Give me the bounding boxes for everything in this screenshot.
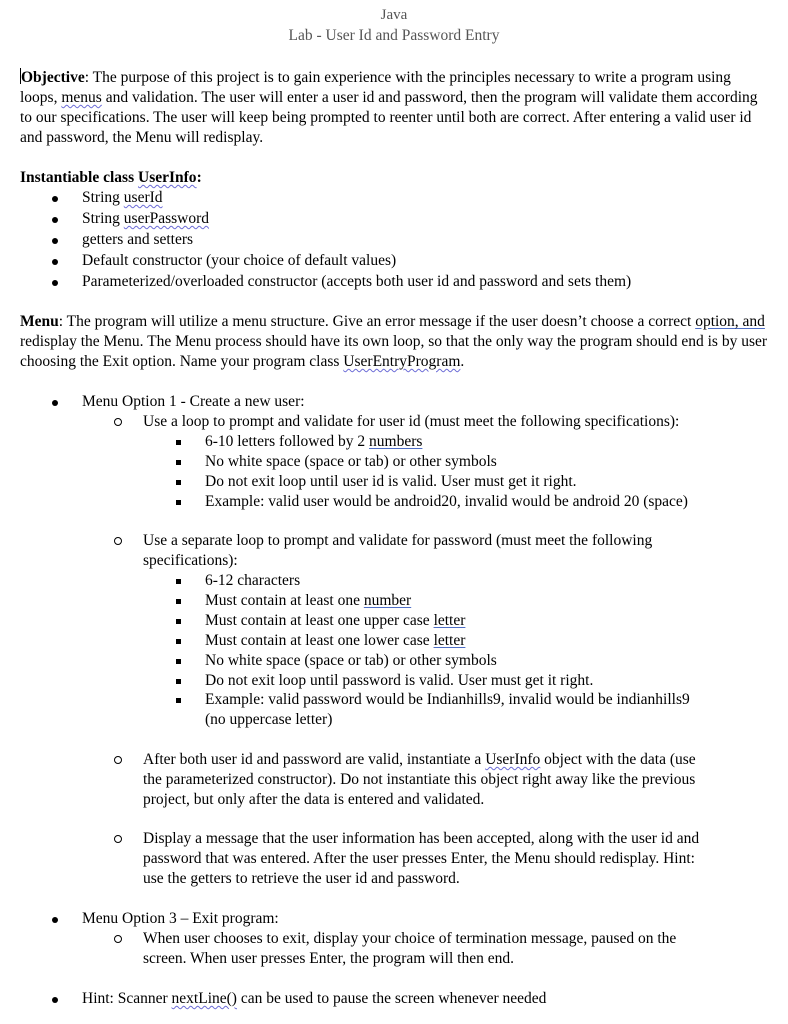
password-spec: Example: valid password would be Indianhills9, invalid would be indianhills9 [205,691,690,708]
square-bullet-icon [176,631,181,651]
class-name: UserInfo [138,169,197,186]
password-spec: 6-12 characters [205,572,301,589]
bullet-icon [52,392,58,412]
class-heading-suffix: : [196,169,202,186]
class-item: Default constructor (your choice of default values) [82,252,397,269]
class-item: String userPassword [82,210,210,227]
password-spec: No white space (space or tab) or other symbols [205,652,497,669]
option1-title: Menu Option 1 - Create a new user: [82,393,305,410]
menu-label: Menu [20,313,59,330]
instantiate-text: After both user id and password are valid, instantiate a UserInfo object with the data (use [143,751,696,768]
circle-bullet-icon [114,829,122,849]
class-heading [20,168,202,188]
objective-label: Objective [21,69,85,86]
square-bullet-icon [176,571,181,591]
bullet-icon [52,209,58,229]
display-text: Display a message that the user information has been accepted, along with the user id and [143,830,700,847]
doc-header-language: Java [380,7,408,23]
display-text: password that was entered. After the user presses Enter, the Menu should redisplay. Hint: [143,850,695,867]
objective-text-2: and validation. The user will enter a user id and password, then the program will validate them according to our specifications. The user will keep being prompted to reenter until both are correct. After entering a valid user id and password, the Menu will redisplay. [20,89,758,146]
exit-text: screen. When user presses Enter, the program will then end. [143,950,514,967]
menu-underlined: option, and [695,313,765,330]
option3-title: Menu Option 3 – Exit program: [82,910,279,927]
square-bullet-icon [176,671,181,691]
program-class-name: UserEntryProgram [343,353,461,370]
password-loop-text-cont: specifications): [143,552,238,569]
userid-spec: Example: valid user would be android20, invalid would be android 20 (space) [205,493,688,510]
password-spec: Do not exit loop until password is valid. User must get it right. [205,672,594,689]
square-bullet-icon [176,651,181,671]
instantiate-text: the parameterized constructor). Do not instantiate this object right away like the previous [143,771,696,788]
objective-menus-word: menus [61,89,102,106]
class-item: Parameterized/overloaded constructor (accepts both user id and password and sets them) [82,273,632,290]
square-bullet-icon [176,492,181,512]
password-spec: Must contain at least one upper case letter [205,612,466,629]
circle-bullet-icon [114,412,122,432]
square-bullet-icon [176,472,181,492]
password-loop-text: Use a separate loop to prompt and validate for password (must meet the following [143,532,653,549]
bullet-icon [52,230,58,250]
userid-spec: 6-10 letters followed by 2 numbers [205,433,423,450]
hint-text: Hint: Scanner nextLine() can be used to pause the screen whenever needed [82,990,547,1007]
hint-method: nextLine() [171,990,237,1007]
instantiate-text: project, but only after the data is entered and validated. [143,791,485,808]
circle-bullet-icon [114,531,122,551]
password-spec: Must contain at least one lower case letter [205,632,466,649]
password-spec-cont: (no uppercase letter) [205,711,333,728]
square-bullet-icon [176,432,181,452]
bullet-icon [52,272,58,292]
display-text: use the getters to retrieve the user id and password. [143,870,460,887]
userid-loop-text: Use a loop to prompt and validate for user id (must meet the following specifications): [143,413,680,430]
class-heading-prefix: Instantiable class [20,169,138,186]
bullet-icon [52,251,58,271]
circle-bullet-icon [114,750,122,770]
objective-text-1: : The purpose of this project is to gain experience with the principles necessary to write a program using loops, [20,69,731,106]
square-bullet-icon [176,611,181,631]
userid-spec: Do not exit loop until user id is valid. User must get it right. [205,473,577,490]
bullet-icon [52,909,58,929]
square-bullet-icon [176,452,181,472]
class-item: String userId [82,189,163,206]
bullet-icon [52,188,58,208]
square-bullet-icon [176,591,181,611]
class-item: getters and setters [82,231,194,248]
doc-title: Lab - User Id and Password Entry [288,27,500,44]
exit-text: When user chooses to exit, display your choice of termination message, paused on the [143,930,677,947]
circle-bullet-icon [114,929,122,949]
menu-paragraph: Menu: The program will utilize a menu structure. Give an error message if the user doesn’t choose a correct option, and redisplay the Menu. The Menu process should have its own loop, so that the only way the program should end is by user choosing the Exit option. Name your program class UserEntryProgram. [20,313,768,370]
bullet-icon [52,989,58,1009]
password-spec: Must contain at least one number [205,592,412,609]
userid-spec: No white space (space or tab) or other symbols [205,453,497,470]
objective-paragraph [20,68,772,148]
square-bullet-icon [176,690,181,710]
